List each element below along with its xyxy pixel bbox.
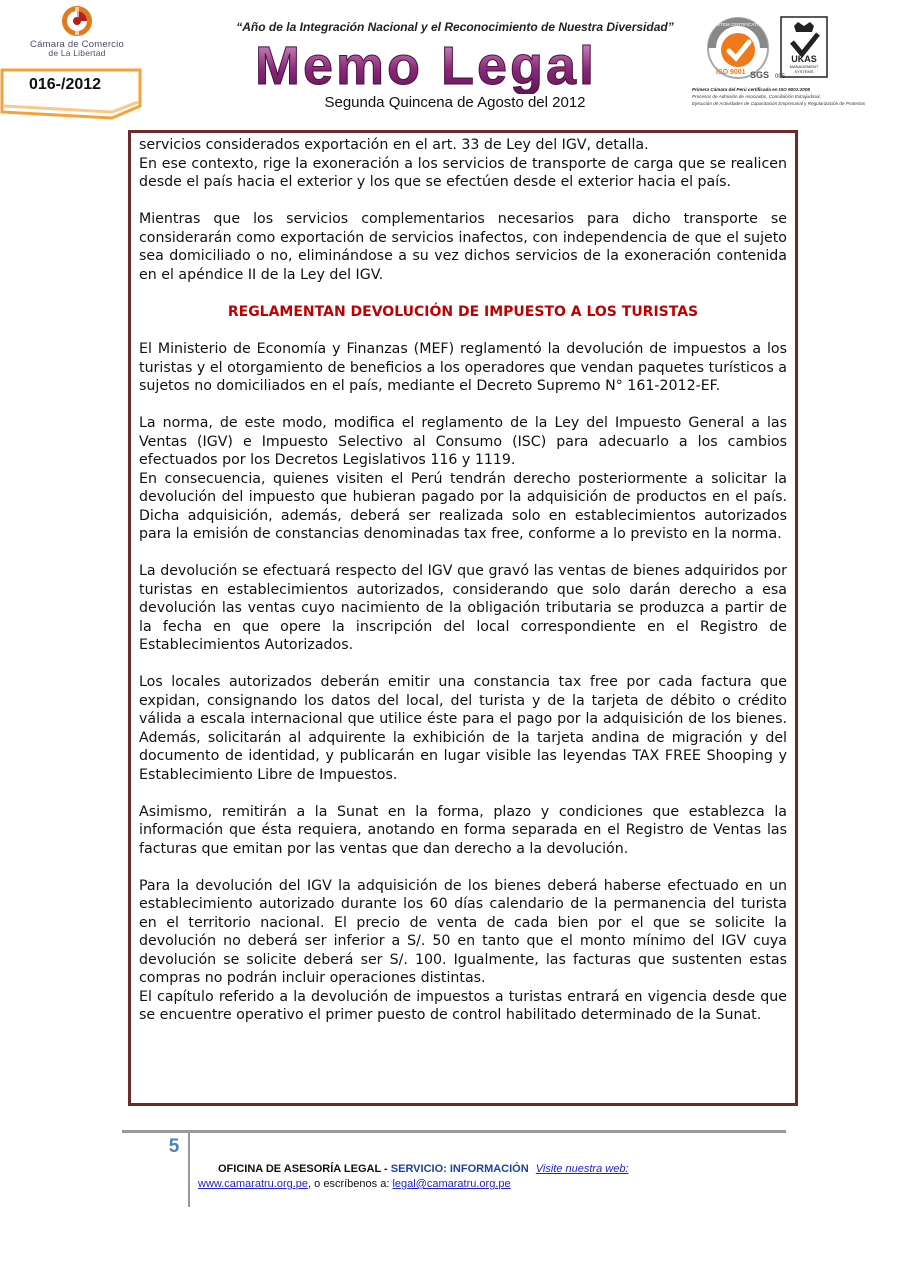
paragraph: servicios considerados exportación en el art. 33 de Ley del IGV, detalla.	[139, 137, 649, 153]
chamber-name-line1: Cámara de Comercio	[30, 39, 124, 50]
chamber-name-line2: de La Libertad	[48, 48, 106, 58]
chamber-name	[8, 40, 146, 58]
paragraph: La devolución se efectuará respecto del IGV que gravó las ventas de bienes adquiridos por turistas en establecimientos autorizados, considerando que solo darán derecho a esa devolución las ventas cuyo nacimiento de la obligación tributaria se produzca a partir de la fecha en que opere la inscripción del local correspondiente en el Registro de Establecimientos Autorizados.	[139, 563, 787, 653]
article-box	[128, 130, 798, 1106]
paragraph: La norma, de este modo, modifica el reglamento de la Ley del Impuesto General a las Ventas (IGV) e Impuesto Selectivo al Consumo (ISC) para adecuarlo a los cambios efectuados por los Decretos Legislativos 116 y 1119.	[139, 415, 787, 468]
footer-visit-link[interactable]: Visite nuestra web:	[535, 1163, 629, 1175]
cert-line-3: Ejecución de Actividades de Capacitación Empresarial y Regularización de Protestos	[692, 101, 866, 106]
ukas-badge	[774, 16, 828, 80]
footer-office: OFICINA DE ASESORÍA LEGAL -	[218, 1163, 388, 1175]
paragraph: Para la devolución del IGV la adquisición de los bienes deberá haberse efectuado en un establecimiento autorizado durante los 60 días calendario de la permanencia del turista en el territorio nacional. El precio de venta de cada bien por el que se solicite la devolución no deberá ser inferior a S/. 50 en tanto que el monto mínimo del IGV cuya devolución se solicite deberá ser S/. 100. Igualmente, las facturas que sustenten estas compras no podrán incluir operaciones distintas.	[139, 877, 787, 986]
section-heading: REGLAMENTAN DEVOLUCIÓN DE IMPUESTO A LOS TURISTAS	[227, 303, 699, 320]
email-link[interactable]: legal@camaratru.org.pe	[392, 1178, 511, 1190]
certification-text	[692, 86, 906, 107]
paragraph: Mientras que los servicios complementarios necesarios para dicho transporte se considerarán como exportación de servicios inafectos, con independencia de que el sujeto sea domiciliado o no, eliminándose a su vez dichos servicios de la exoneración contenida en el apéndice II de la Ley del IGV.	[139, 211, 787, 283]
paragraph: El Ministerio de Economía y Finanzas (MEF) reglamentó la devolución de impuestos a los turistas y el otorgamiento de beneficios a los operadores que vendan paquetes turísticos a sujetos no domiciliados en el país, mediante el Decreto Supremo N° 161-2012-EF.	[139, 341, 787, 394]
ukas-label: UKAS	[791, 54, 817, 64]
footer-contact-line	[198, 1178, 511, 1190]
year-motto: “Año de la Integración Nacional y el Reconocimiento de Nuestra Diversidad”	[236, 20, 674, 34]
cert-line-2: Procesos de Admisión de Asociados, Conciliación Extrajudicial,	[692, 94, 821, 99]
issue-number: 016-/2012	[28, 76, 102, 93]
cert-badge-sgs: SGS	[750, 70, 770, 80]
footer-vertical-divider	[188, 1133, 190, 1207]
footer-office-line	[218, 1163, 629, 1175]
website-link[interactable]: www.camaratru.org.pe	[198, 1178, 309, 1190]
cert-line-1: Primera Cámara del Perú certificada en ISO 9001:2008	[692, 87, 810, 92]
masthead-title	[176, 36, 676, 94]
ukas-sub1: MANAGEMENT	[789, 64, 819, 69]
issue-subtitle: Segunda Quincena de Agosto del 2012	[324, 94, 586, 111]
issue-number-box	[0, 66, 146, 118]
footer-service: SERVICIO: INFORMACIÓN	[390, 1163, 529, 1175]
ukas-code: 005	[774, 74, 785, 80]
footer-divider	[122, 1130, 786, 1133]
footer-write-us: , o escríbenos a:	[308, 1178, 390, 1190]
cert-badge-top: SYSTEM CERTIFICATION	[711, 22, 765, 27]
paragraph: Los locales autorizados deberán emitir una constancia tax free por cada factura que expidan, consignando los datos del local, del turista y de la tarjeta de débito o crédito válida a escala internacional que utilice éste para el pago por la adquisición de los bienes. Además, solicitarán al adquirente la exhibición de la tarjeta andina de migración y del documento de identidad, y publicarán en lugar visible las leyendas TAX FREE Shooping y Establecimiento Libre de Impuestos.	[139, 674, 787, 783]
ukas-sub2: SYSTEMS	[794, 69, 814, 74]
paragraph: En ese contexto, rige la exoneración a los servicios de transporte de carga que se realicen desde el país hacia el exterior y los que se efectúen desde el exterior hacia el país.	[139, 155, 787, 190]
cert-badge-iso: ISO 9001	[716, 69, 746, 76]
ukas-crown-check-icon	[780, 16, 828, 78]
chamber-logo	[8, 4, 138, 62]
paragraph: Asimismo, remitirán a la Sunat en la forma, plazo y condiciones que establezca la información que ésta requiera, anotando en forma separada en el Registro de Ventas las facturas que emitan por las ventas que dan derecho a la devolución.	[139, 803, 787, 857]
page-number: 5	[168, 1136, 180, 1157]
masthead-text: Memo Legal	[254, 36, 598, 94]
paragraph: En consecuencia, quienes visiten el Perú tendrán derecho posteriormente a solicitar la devolución del impuesto que hubieran pagado por la adquisición de productos en el país. Dicha adquisición, además, deberá ser realizada solo en establecimientos autorizados para la emisión de constancias denominadas tax free, conforme a lo previsto en la norma.	[139, 470, 787, 542]
paragraph: El capítulo referido a la devolución de impuestos a turistas entrará en vigencia desde que se encuentre operativo el primer puesto de control habilitado determinado de la Sunat.	[139, 988, 787, 1023]
chamber-emblem-icon	[60, 4, 94, 38]
